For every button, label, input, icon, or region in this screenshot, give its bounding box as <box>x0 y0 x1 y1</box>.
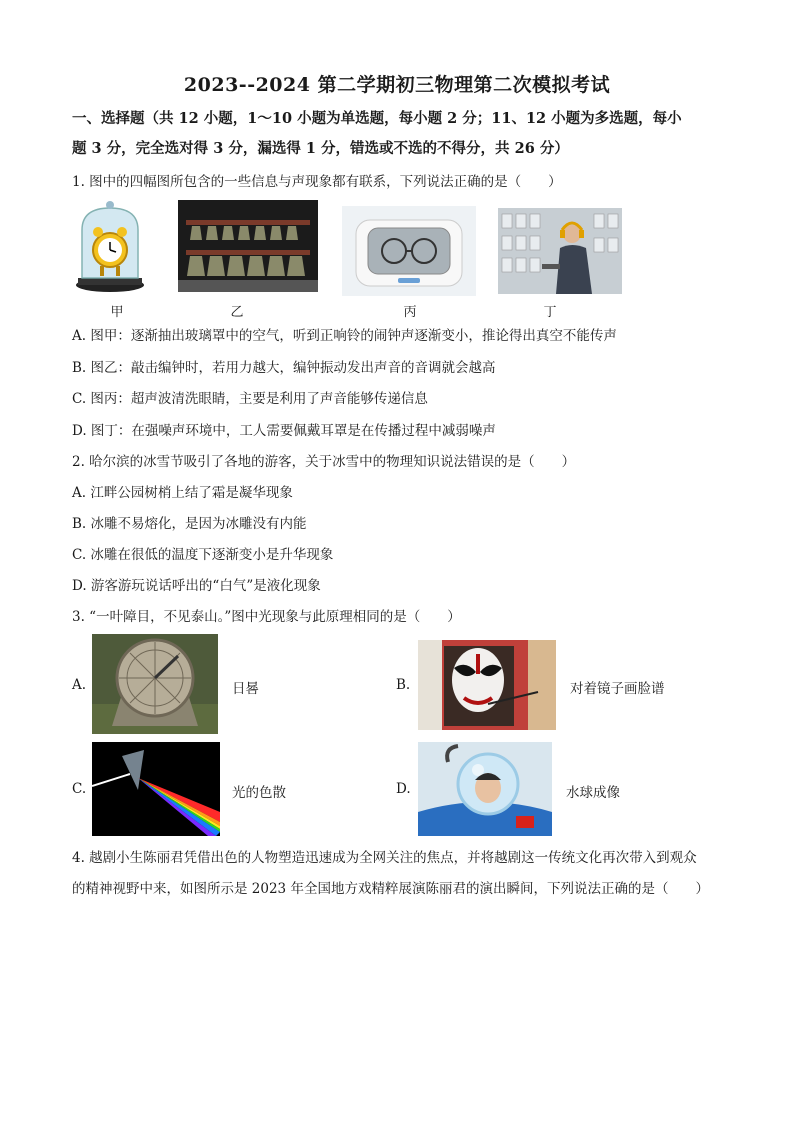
question-3-label-a: 日晷 <box>232 681 259 697</box>
question-3-letter-d: D. <box>396 781 411 797</box>
question-3-label-d: 水球成像 <box>566 785 620 801</box>
question-3-letter-c: C. <box>72 781 87 797</box>
chime-bells-image <box>178 200 318 292</box>
factory-worker-image <box>498 208 622 294</box>
sundial-image <box>92 634 218 734</box>
question-1-option-b: B. 图乙：敲击编钟时，若用力越大，编钟振动发出声音的音调就会越高 <box>72 360 496 376</box>
question-1-stem: 1. 图中的四幅图所包含的一些信息与声现象都有联系，下列说法正确的是（ ） <box>72 174 562 190</box>
opera-mirror-image <box>418 640 556 730</box>
prism-dispersion-image <box>92 742 220 836</box>
question-3-label-b: 对着镜子画脸谱 <box>570 681 665 697</box>
page-title: 2023--2024 第二学期初三物理第二次模拟考试 <box>183 74 611 96</box>
question-3-letter-a: A. <box>72 677 87 693</box>
question-1-option-d: D. 图丁：在强噪声环境中，工人需要佩戴耳罩是在传播过程中减弱噪声 <box>72 423 496 439</box>
caption-ding: 丁 <box>543 305 557 320</box>
caption-jia: 甲 <box>110 305 124 320</box>
question-2-option-c: C. 冰雕在很低的温度下逐渐变小是升华现象 <box>72 547 334 563</box>
question-2-option-b: B. 冰雕不易熔化，是因为冰雕没有内能 <box>72 516 307 532</box>
question-3-stem: 3. “一叶障目，不见泰山。”图中光现象与此原理相同的是（ ） <box>72 609 461 625</box>
question-1-option-a: A. 图甲：逐渐抽出玻璃罩中的空气，听到正响铃的闹钟声逐渐变小，推论得出真空不能传声 <box>72 328 617 344</box>
question-1-option-c: C. 图丙：超声波清洗眼睛，主要是利用了声音能够传递信息 <box>72 391 428 407</box>
question-2-option-d: D. 游客游玩说话呼出的“白气”是液化现象 <box>72 578 321 594</box>
question-3-label-c: 光的色散 <box>232 785 286 801</box>
question-2-stem: 2. 哈尔滨的冰雪节吸引了各地的游客，关于冰雪中的物理知识说法错误的是（ ） <box>72 454 576 470</box>
water-ball-image <box>418 742 552 836</box>
caption-bing: 丙 <box>403 305 417 320</box>
question-4-line2: 的精神视野中来，如图所示是 2023 年全国地方戏精粹展演陈丽君的演出瞬间，下列说法正确的是（ ） <box>72 881 709 897</box>
caption-yi: 乙 <box>230 305 244 320</box>
question-2-option-a: A. 江畔公园树梢上结了霜是凝华现象 <box>72 485 293 501</box>
question-4-line1: 4. 越剧小生陈丽君凭借出色的人物塑造迅速成为全网关注的焦点，并将越剧这一传统文化再次带入到观众 <box>72 850 697 866</box>
section-heading-line2: 题 3 分，完全选对得 3 分，漏选得 1 分，错选或不选的不得分，共 26 分） <box>72 140 569 157</box>
question-3-letter-b: B. <box>396 677 411 693</box>
bell-jar-clock-image <box>70 200 150 295</box>
ultrasonic-cleaner-image <box>342 206 476 296</box>
section-heading-line1: 一、选择题（共 12 小题，1～10 小题为单选题，每小题 2 分；11、12 小题为多选题，每小 <box>72 110 682 127</box>
